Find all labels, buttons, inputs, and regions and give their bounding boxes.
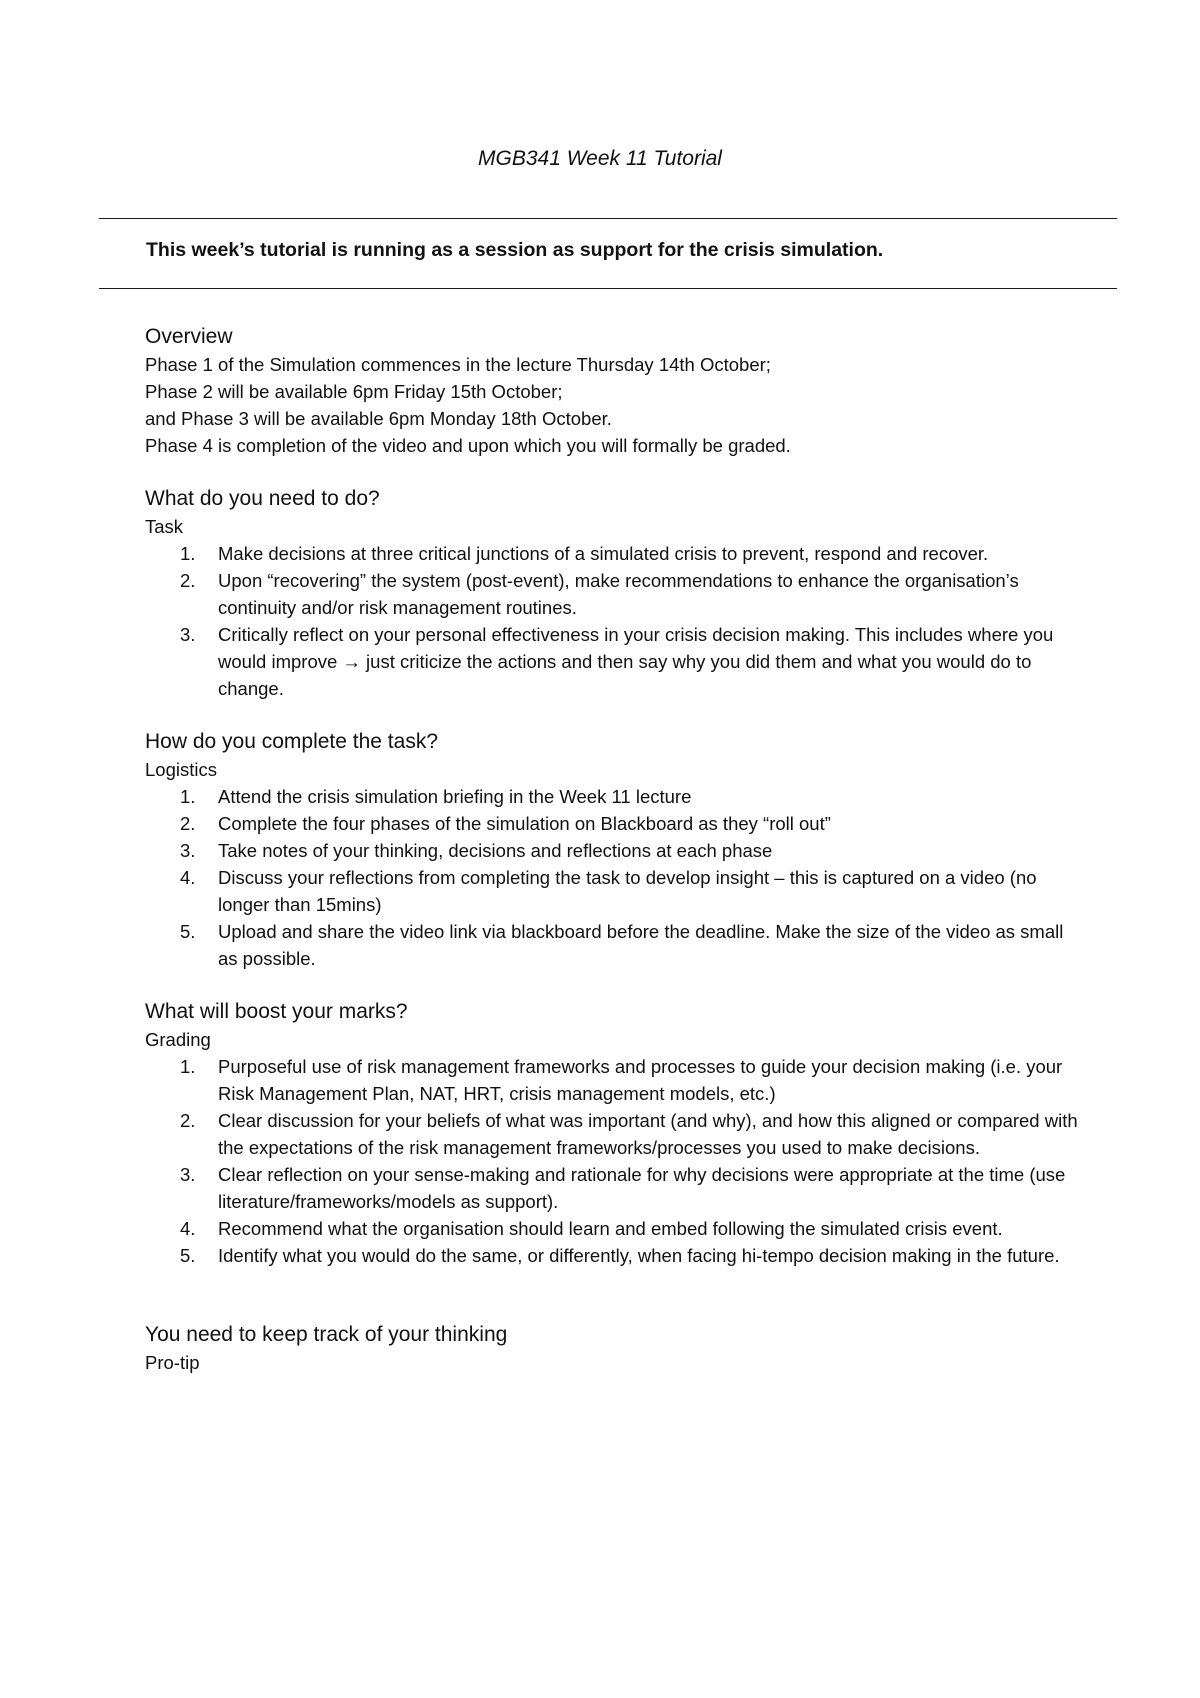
item-number: 3. xyxy=(180,624,196,645)
item-text: Upload and share the video link via blackboard before the deadline. Make the size of the video as small as possible. xyxy=(218,921,1064,969)
logistics-section xyxy=(145,728,1085,972)
item-text: Clear reflection on your sense-making and rationale for why decisions were appropriate at the time (use literature/frameworks/models as support). xyxy=(218,1164,1066,1212)
item-number: 3. xyxy=(180,840,196,861)
item-number: 5. xyxy=(180,1245,196,1266)
list-item xyxy=(145,810,1085,837)
list-item xyxy=(145,918,1085,972)
item-text: Critically reflect on your personal effectiveness in your crisis decision making. This includes where you would improve → just criticize the actions and then say why you did them and what you would do to change. xyxy=(218,624,1054,699)
intro-statement: This week’s tutorial is running as a session as support for the crisis simulation. xyxy=(146,239,884,261)
item-text: Clear discussion for your beliefs of what was important (and why), and how this aligned or compared with the expectations of the risk management frameworks/processes you used to make decisions. xyxy=(218,1110,1078,1158)
item-text: Identify what you would do the same, or differently, when facing hi-tempo decision making in the future. xyxy=(218,1245,1060,1266)
item-text: Complete the four phases of the simulation on Blackboard as they “roll out” xyxy=(218,813,831,834)
overview-line: Phase 2 will be available 6pm Friday 15th October; xyxy=(145,381,563,402)
grading-list xyxy=(145,1053,1085,1269)
item-text: Purposeful use of risk management frameworks and processes to guide your decision making (i.e. your Risk Management Plan, NAT, HRT, crisis management models, etc.) xyxy=(218,1056,1063,1104)
task-list xyxy=(145,540,1085,702)
top-divider xyxy=(99,218,1117,219)
list-item xyxy=(145,1053,1085,1107)
spacer xyxy=(145,972,1085,998)
item-text: Discuss your reflections from completing the task to develop insight – this is captured on a video (no longer than 15mins) xyxy=(218,867,1037,915)
item-number: 1. xyxy=(180,1056,196,1077)
spacer xyxy=(145,459,1085,485)
list-item xyxy=(145,540,1085,567)
item-number: 1. xyxy=(180,786,196,807)
overview-line: Phase 1 of the Simulation commences in the lecture Thursday 14th October; xyxy=(145,354,771,375)
tracking-subheading: Pro-tip xyxy=(145,1352,200,1373)
task-subheading: Task xyxy=(145,516,184,537)
tracking-heading: You need to keep track of your thinking xyxy=(145,1323,508,1346)
item-text: Upon “recovering” the system (post-event), make recommendations to enhance the organisation’s continuity and/or risk management routines. xyxy=(218,570,1019,618)
grading-section xyxy=(145,998,1085,1269)
list-item xyxy=(145,864,1085,918)
item-number: 1. xyxy=(180,543,196,564)
logistics-list xyxy=(145,783,1085,972)
list-item xyxy=(145,1161,1085,1215)
item-number: 2. xyxy=(180,1110,196,1131)
item-number: 3. xyxy=(180,1164,196,1185)
item-number: 2. xyxy=(180,813,196,834)
list-item xyxy=(145,837,1085,864)
list-item xyxy=(145,621,1085,702)
task-section xyxy=(145,485,1085,702)
bottom-divider xyxy=(99,288,1117,289)
list-item xyxy=(145,567,1085,621)
list-item xyxy=(145,1107,1085,1161)
item-text: Recommend what the organisation should learn and embed following the simulated crisis event. xyxy=(218,1218,1003,1239)
item-number: 5. xyxy=(180,921,196,942)
overview-heading: Overview xyxy=(145,325,233,348)
item-text: Take notes of your thinking, decisions and reflections at each phase xyxy=(218,840,773,861)
item-number: 4. xyxy=(180,1218,196,1239)
list-item xyxy=(145,783,1085,810)
item-number: 2. xyxy=(180,570,196,591)
logistics-subheading: Logistics xyxy=(145,759,217,780)
list-item xyxy=(145,1242,1085,1269)
logistics-heading: How do you complete the task? xyxy=(145,730,438,753)
item-text: Make decisions at three critical junctions of a simulated crisis to prevent, respond and recover. xyxy=(218,543,989,564)
grading-subheading: Grading xyxy=(145,1029,211,1050)
list-item xyxy=(145,1215,1085,1242)
spacer xyxy=(145,1269,1085,1321)
document-body xyxy=(145,323,1085,1376)
overview-line: and Phase 3 will be available 6pm Monday 18th October. xyxy=(145,408,612,429)
spacer xyxy=(145,702,1085,728)
item-number: 4. xyxy=(180,867,196,888)
overview-section xyxy=(145,323,1085,459)
overview-line: Phase 4 is completion of the video and upon which you will formally be graded. xyxy=(145,435,791,456)
task-heading: What do you need to do? xyxy=(145,487,380,510)
tracking-section xyxy=(145,1321,1085,1376)
item-text: Attend the crisis simulation briefing in the Week 11 lecture xyxy=(218,786,692,807)
document-title: MGB341 Week 11 Tutorial xyxy=(478,147,722,170)
grading-heading: What will boost your marks? xyxy=(145,1000,408,1023)
